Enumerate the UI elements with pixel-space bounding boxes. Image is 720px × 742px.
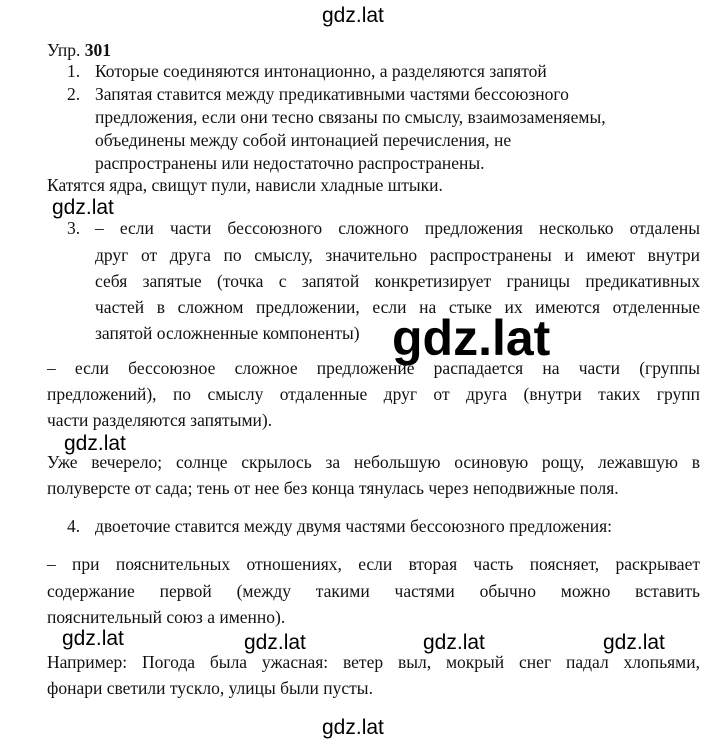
- item-4-text: двоеточие ставится между двумя частями бессоюзного предложения:: [95, 516, 613, 536]
- item-3-line-3: себя запятые (точка с запятой конкретизирует границы предикативных: [95, 271, 700, 291]
- watermark-row-2: gdz.lat: [244, 631, 306, 654]
- paragraph-3b-line-3: части разделяются запятыми).: [47, 410, 273, 430]
- watermark-top: gdz.lat: [322, 4, 384, 27]
- item-3-line-5: запятой осложненные компоненты): [95, 323, 360, 343]
- example-3-line-1: Например: Погода была ужасная: ветер выл, мокрый снег падал хлопьями,: [47, 652, 700, 672]
- item-2-line-1: Запятая ставится между предикативными частями бессоюзного: [95, 84, 569, 104]
- paragraph-3b-line-1: – если бессоюзное сложное предложение распадается на части (группы: [47, 358, 700, 378]
- paragraph-4b-line-3: пояснительный союз а именно).: [47, 607, 286, 627]
- watermark-row-1: gdz.lat: [62, 627, 124, 650]
- item-3-line-1: – если части бессоюзного сложного предложения несколько отдалены: [95, 218, 700, 238]
- example-1: Катятся ядра, свищут пули, нависли хладные штыки.: [47, 175, 443, 195]
- item-4-number: 4.: [67, 516, 81, 536]
- example-2-line-1: Уже вечерело; солнце скрылось за небольшую осиновую рощу, лежавшую в: [47, 452, 700, 472]
- item-2-line-2: предложения, если они тесно связаны по смыслу, взаимозаменяемы,: [95, 107, 606, 127]
- example-2-line-2: полуверсте от сада; тень от нее без конца тянулась через неподвижные поля.: [47, 478, 619, 498]
- item-2-line-4: распространены или недостаточно распространены.: [95, 153, 485, 173]
- item-3-line-4: частей в сложном предложении, если на стыке их имеются отделенные: [95, 297, 700, 317]
- exercise-heading: [47, 39, 111, 61]
- item-2-number: 2.: [67, 84, 81, 104]
- exercise-label: Упр.: [47, 40, 81, 60]
- watermark-center-big: gdz.lat: [392, 310, 551, 366]
- paragraph-4b-line-2: содержание первой (между такими частями обычно можно вставить: [47, 581, 700, 601]
- item-1-number: 1.: [67, 61, 81, 81]
- example-3-line-2: фонари светили тускло, улицы были пусты.: [47, 678, 373, 698]
- paragraph-3b-line-2: предложений), по смыслу отдаленные друг от друга (внутри таких групп: [47, 384, 700, 404]
- watermark-left-2: gdz.lat: [64, 432, 126, 455]
- watermark-row-4: gdz.lat: [603, 631, 665, 654]
- item-3-line-2: друг от друга по смыслу, значительно распространены и имеют внутри: [95, 245, 700, 265]
- exercise-number: 301: [84, 40, 111, 60]
- watermark-left-1: gdz.lat: [52, 196, 114, 219]
- watermark-row-3: gdz.lat: [423, 631, 485, 654]
- item-3-number: 3.: [67, 218, 81, 238]
- item-1-text: Которые соединяются интонационно, а разделяются запятой: [95, 61, 547, 81]
- paragraph-4b-line-1: – при пояснительных отношениях, если вторая часть поясняет, раскрывает: [47, 554, 700, 574]
- item-2-line-3: объединены между собой интонацией перечисления, не: [95, 130, 512, 150]
- watermark-bottom: gdz.lat: [322, 716, 384, 739]
